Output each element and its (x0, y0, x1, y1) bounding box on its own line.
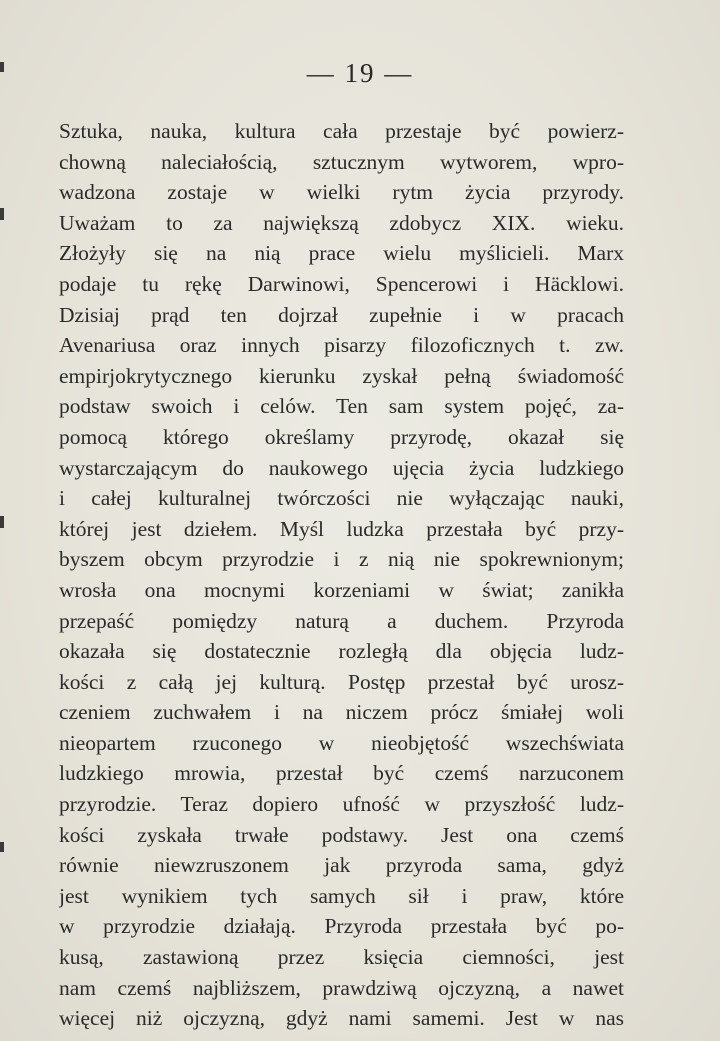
text-line: której jest dziełem. Myśl ludzka przestała być przy- (59, 516, 624, 541)
text-line: nam czemś najbliższem, prawdziwą ojczyzną, a nawet (59, 975, 624, 1000)
body-text (59, 116, 624, 1034)
text-line: kości z całą jej kulturą. Postęp przestał być urosz- (59, 669, 624, 694)
text-line: podaje tu rękę Darwinowi, Spencerowi i Häcklowi. (59, 271, 624, 296)
text-line: kusą, zastawioną przez księcia ciemności, jest (59, 945, 624, 970)
text-line: okazała się dostatecznie rozległą dla objęcia ludz- (59, 639, 624, 664)
text-line: czeniem zuchwałem i na niczem prócz śmiałej woli (59, 700, 624, 725)
text-line: wystarczającym do naukowego ujęcia życia ludzkiego (59, 455, 624, 480)
text-line: Złożyły się na nią prace wielu myślicieli. Marx (59, 241, 624, 266)
page-edge-mark (0, 208, 4, 220)
text-line: przyrodzie. Teraz dopiero ufność w przyszłość ludz- (59, 792, 624, 817)
text-line: równie niewzruszonem jak przyroda sama, gdyż (59, 853, 624, 878)
text-line: Dzisiaj prąd ten dojrzał zupełnie i w pracach (59, 302, 624, 327)
text-line: Avenariusa oraz innych pisarzy filozoficznych t. zw. (59, 333, 624, 358)
text-line: przepaść pomiędzy naturą a duchem. Przyroda (59, 608, 624, 633)
text-line: Uważam to za największą zdobycz XIX. wieku. (59, 210, 624, 235)
text-line: empirjokrytycznego kierunku zyskał pełną świadomość (59, 363, 624, 388)
text-line: byszem obcym przyrodzie i z nią nie spokrewnionym; (59, 547, 624, 572)
text-line: wadzona zostaje w wielki rytm życia przyrody. (59, 180, 624, 205)
text-line: nieopartem rzuconego w nieobjętość wszechświata (59, 730, 624, 755)
text-line: w przyrodzie działają. Przyroda przestała być po- (59, 914, 624, 939)
page-edge-mark (0, 516, 4, 528)
text-line: i całej kulturalnej twórczości nie wyłączając nauki, (59, 486, 624, 511)
page-number: — 19 — (306, 58, 414, 88)
text-line: ludzkiego mrowia, przestał być czemś narzuconem (59, 761, 624, 786)
text-line: podstaw swoich i celów. Ten sam system pojęć, za- (59, 394, 624, 419)
text-line: chowną naleciałością, sztucznym wytworem, wpro- (59, 149, 624, 174)
text-line: pomocą którego określamy przyrodę, okazał się (59, 424, 624, 449)
text-line: Sztuka, nauka, kultura cała przestaje być powierz- (59, 119, 624, 143)
page-edge-mark (0, 842, 4, 852)
text-line: jest wynikiem tych samych sił i praw, które (59, 883, 624, 908)
text-line: więcej niż ojczyzną, gdyż nami samemi. Jest w nas (59, 1006, 624, 1031)
text-line: kości zyskała trwałe podstawy. Jest ona czemś (59, 822, 624, 847)
text-line: wrosła ona mocnymi korzeniami w świat; zanikła (59, 577, 624, 602)
